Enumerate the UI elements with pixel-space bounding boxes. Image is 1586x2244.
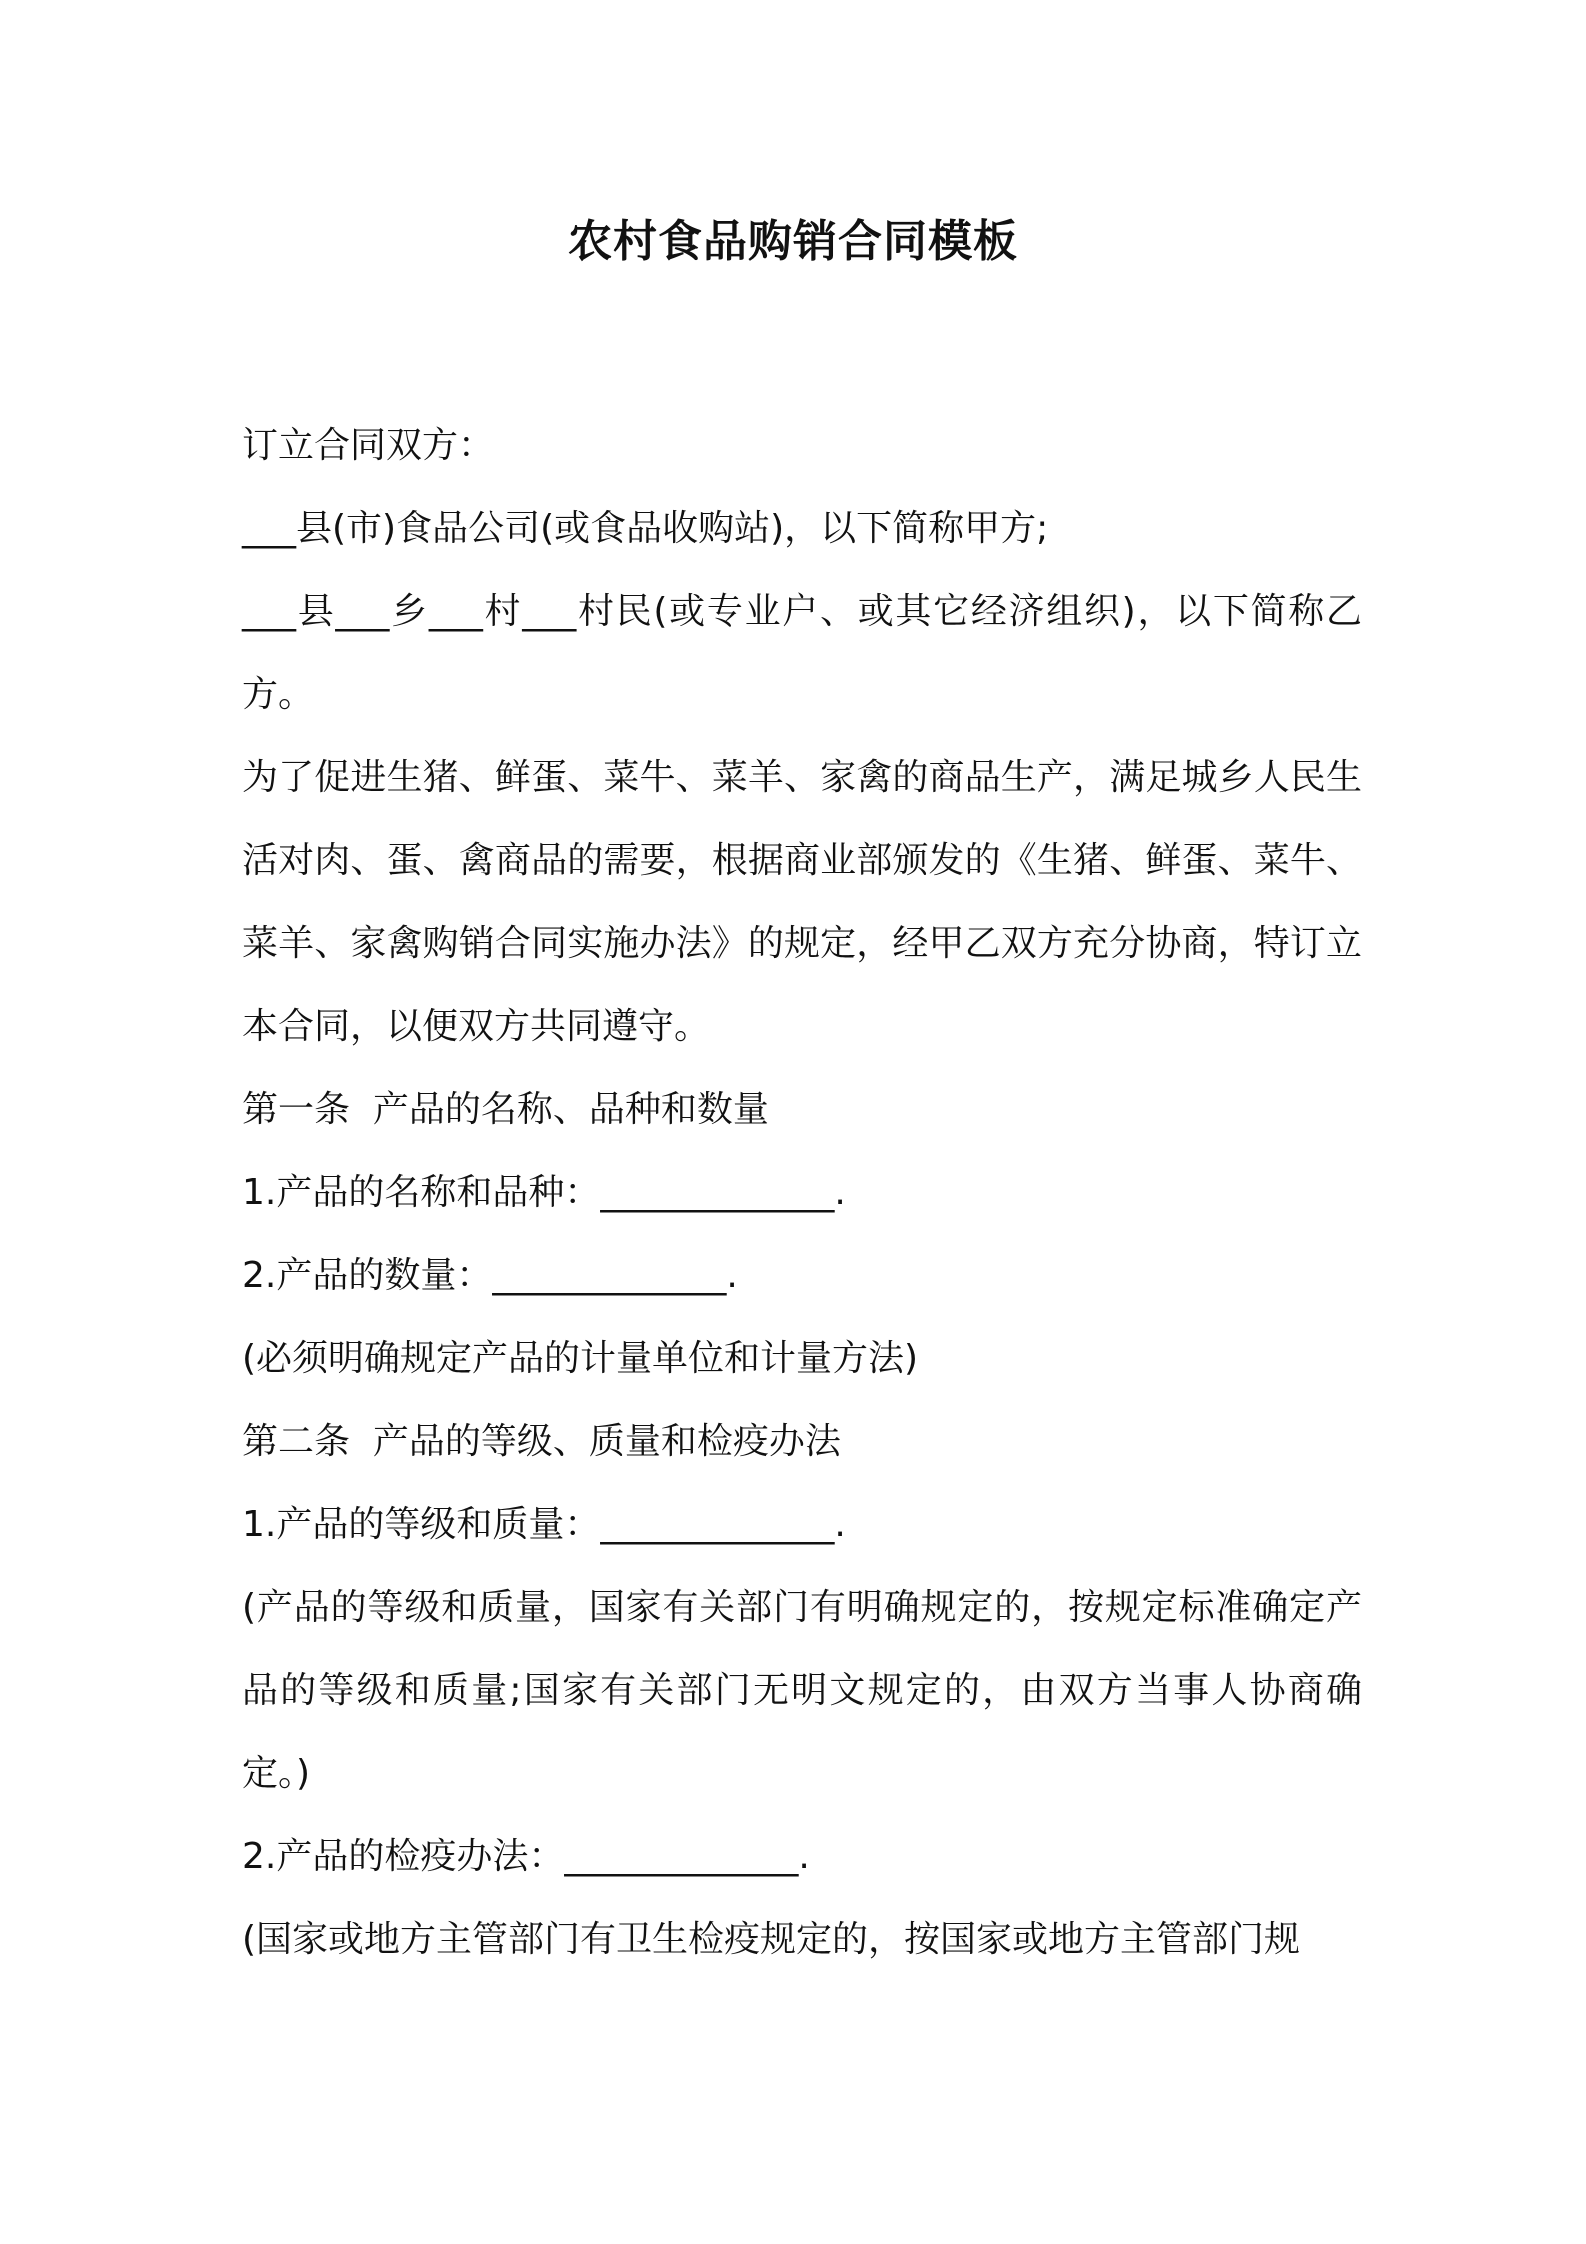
document-title: 农村食品购销合同模板: [568, 216, 1018, 267]
article-2-note-2: (国家或地方主管部门有卫生检疫规定的，按国家或地方主管部门规: [242, 1919, 1301, 1960]
paragraph-preamble: 为了促进生猪、鲜蛋、菜牛、菜羊、家禽的商品生产，满足城乡人民生活对肉、蛋、禽商品的需要，根据商业部颁发的《生猪、鲜蛋、菜牛、菜羊、家禽购销合同实施办法》的规定，经甲乙双方充分协商，特订立本合同，以便双方共同遵守。: [242, 757, 1362, 1047]
paragraph-party-b: ___县___乡___村___村民(或专业户、或其它经济组织)，以下简称乙方。: [242, 591, 1362, 715]
paragraph-party-a: ___县(市)食品公司(或食品收购站)，以下简称甲方;: [242, 508, 1049, 549]
article-2-heading: 第二条 产品的等级、质量和检疫办法: [242, 1421, 841, 1462]
article-2-item-2: 2.产品的检疫办法：_____________.: [242, 1836, 810, 1877]
article-1-item-1: 1.产品的名称和品种：_____________.: [242, 1172, 846, 1213]
document-body: [242, 404, 1362, 1981]
article-1-heading: 第一条 产品的名称、品种和数量: [242, 1089, 769, 1130]
article-2-note-1: (产品的等级和质量，国家有关部门有明确规定的，按规定标准确定产品的等级和质量;国家有关部门无明文规定的，由双方当事人协商确定。): [242, 1587, 1362, 1794]
article-1-note: (必须明确规定产品的计量单位和计量方法): [242, 1338, 919, 1379]
paragraph-parties-heading: 订立合同双方：: [242, 425, 495, 466]
article-1-item-2: 2.产品的数量：_____________.: [242, 1255, 738, 1296]
article-2-item-1: 1.产品的等级和质量：_____________.: [242, 1504, 846, 1545]
